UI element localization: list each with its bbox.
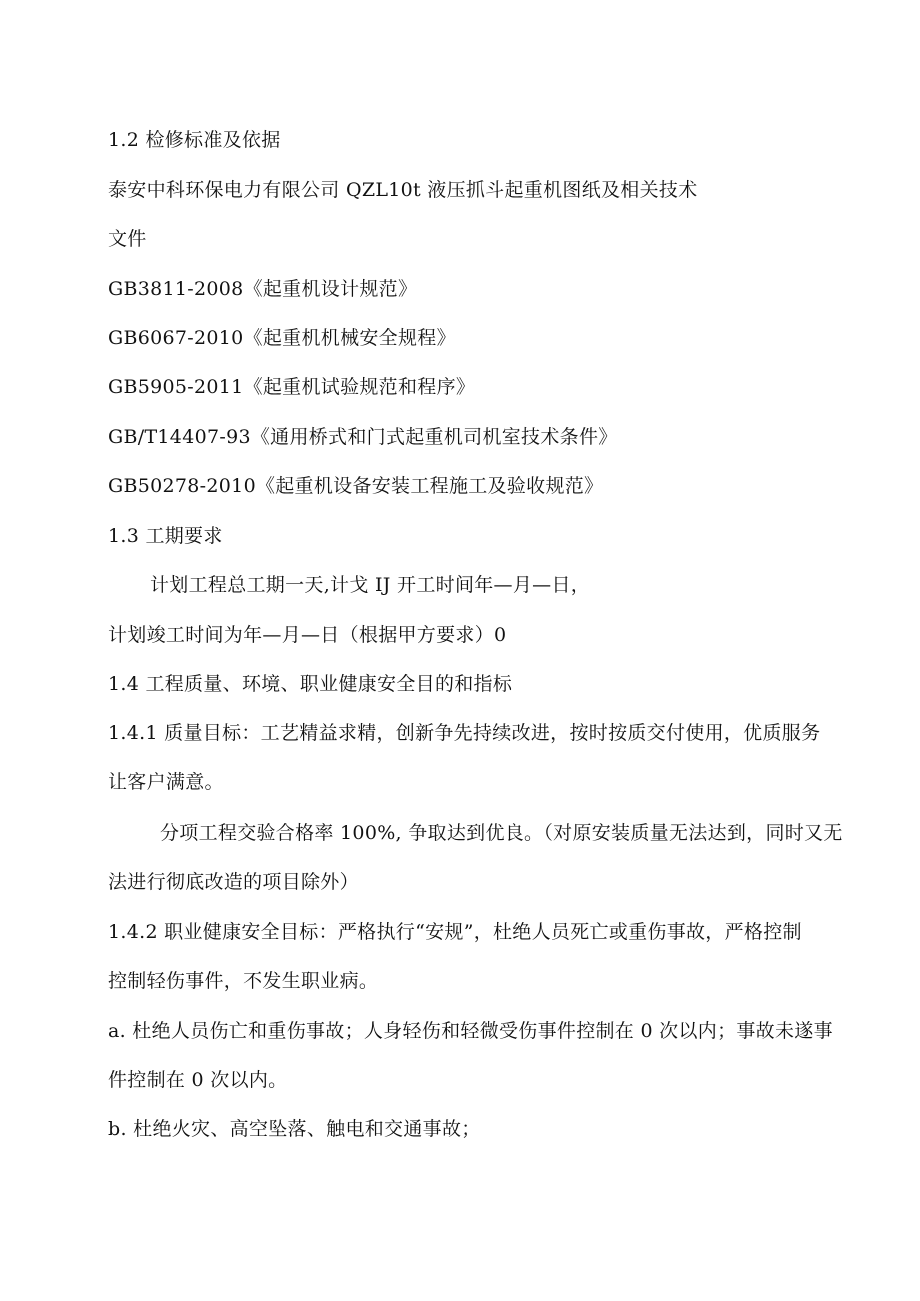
standard-item: GB6067-2010《起重机机械安全规程》 bbox=[108, 327, 456, 349]
list-item-a-continued: 件控制在 0 次以内。 bbox=[108, 1069, 288, 1091]
paragraph-line: 法进行彻底改造的项目除外） bbox=[108, 871, 359, 893]
section-heading-1-2: 1.2 检修标准及依据 bbox=[108, 129, 281, 151]
paragraph-line: 分项工程交验合格率 100%, 争取达到优良。（对原安装质量无法达到，同时又无 bbox=[160, 822, 843, 844]
standard-item: GB5905-2011《起重机试验规范和程序》 bbox=[108, 376, 476, 398]
list-item-b: b. 杜绝火灾、高空坠落、触电和交通事故； bbox=[108, 1118, 481, 1140]
paragraph-line: 控制轻伤事件，不发生职业病。 bbox=[108, 970, 379, 992]
section-heading-1-4: 1.4 工程质量、环境、职业健康安全目的和指标 bbox=[108, 673, 513, 695]
standard-item: GB50278-2010《起重机设备安装工程施工及验收规范》 bbox=[108, 475, 604, 497]
standard-item: GB3811-2008《起重机设计规范》 bbox=[108, 278, 418, 300]
paragraph-line: 计划工程总工期一天,计戈 IJ 开工时间年—月—日， bbox=[150, 574, 591, 596]
paragraph-line: 1.4.1 质量目标：工艺精益求精，创新争先持续改进，按时按质交付使用，优质服务 bbox=[108, 722, 821, 744]
list-item-a: a. 杜绝人员伤亡和重伤事故；人身轻伤和轻微受伤事件控制在 0 次以内；事故未遂事 bbox=[108, 1020, 833, 1042]
section-heading-1-3: 1.3 工期要求 bbox=[108, 525, 223, 547]
standard-item: GB/T14407-93《通用桥式和门式起重机司机室技术条件》 bbox=[108, 426, 618, 448]
paragraph-line: 1.4.2 职业健康安全目标：严格执行“安规”，杜绝人员死亡或重伤事故，严格控制 bbox=[108, 921, 802, 943]
paragraph-line: 计划竣工时间为年—月—日（根据甲方要求）0 bbox=[108, 624, 507, 646]
paragraph-line: 文件 bbox=[108, 228, 147, 250]
paragraph-line: 让客户满意。 bbox=[108, 771, 224, 793]
paragraph-line: 泰安中科环保电力有限公司 QZL10t 液压抓斗起重机图纸及相关技术 bbox=[108, 179, 698, 201]
